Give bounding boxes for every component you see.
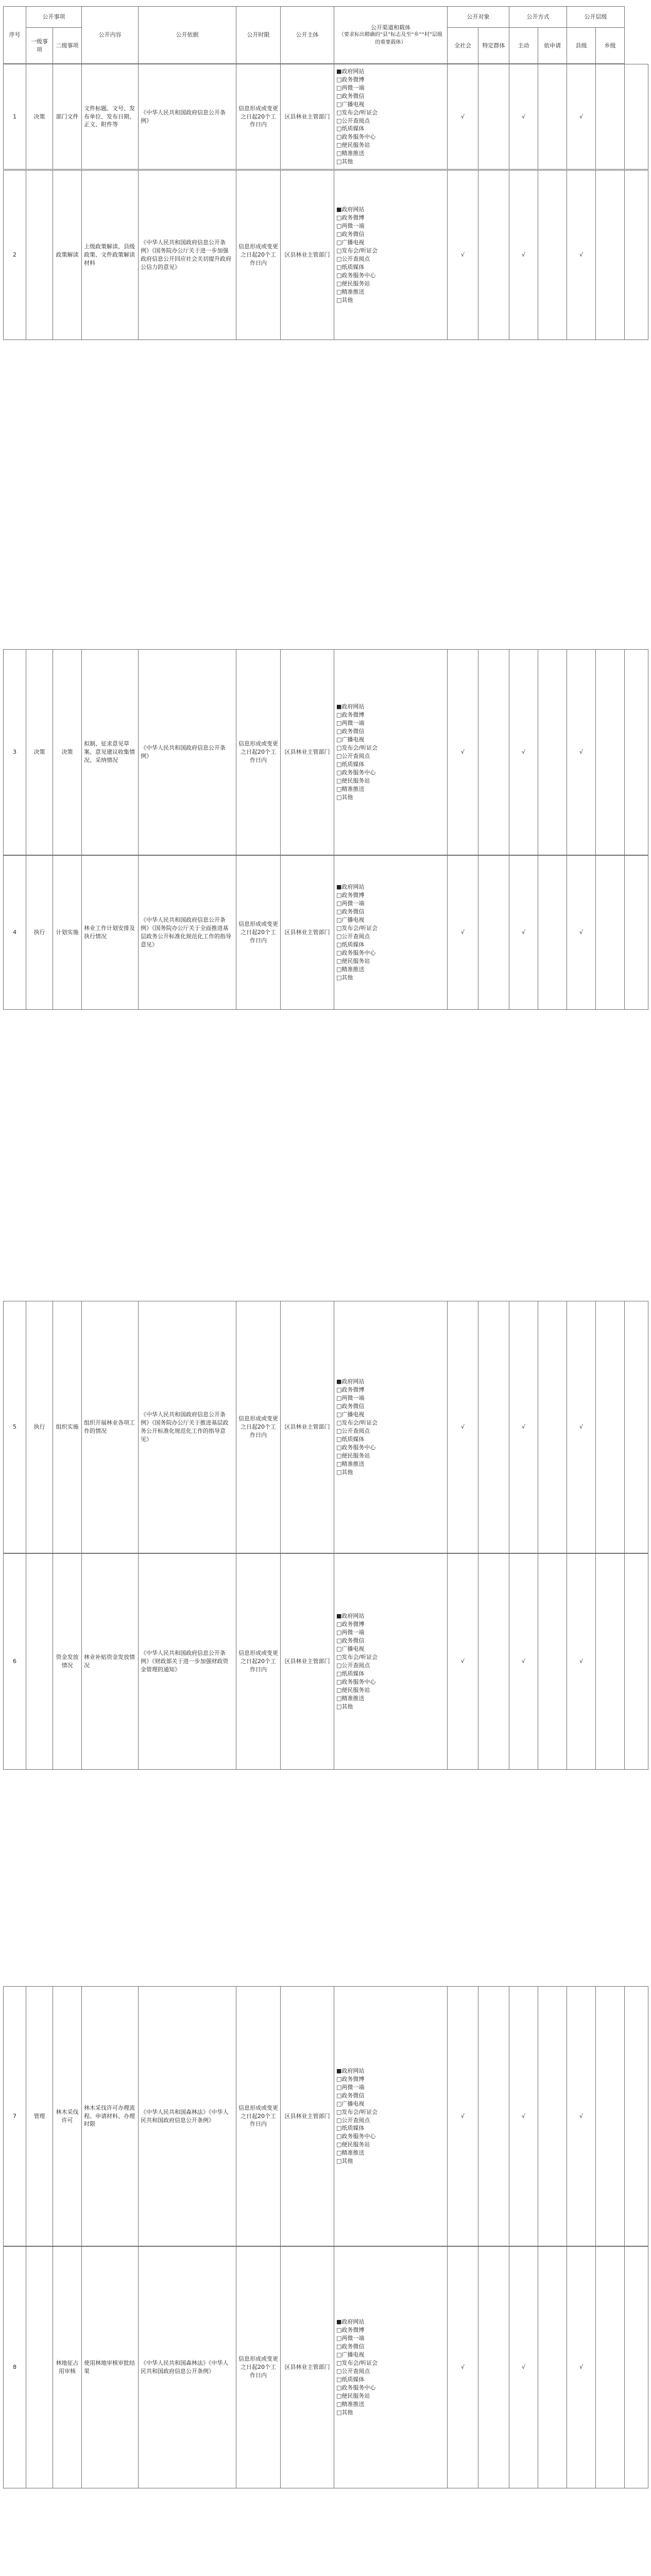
level1-item xyxy=(26,2247,53,2488)
level2-item: 资金发放情况 xyxy=(53,1554,82,1770)
table-row xyxy=(3,2246,648,2488)
channel-cell xyxy=(334,650,448,855)
check-level-county: √ xyxy=(567,1987,596,2246)
channel-option: □广播电视 xyxy=(336,100,365,108)
header-channel-note: （要求标出精确的“县”标志及至“乡”“村”层级的重要载体） xyxy=(338,32,443,45)
check-target-specific xyxy=(478,1554,509,1770)
row-number: 7 xyxy=(4,1987,26,2246)
channel-cell xyxy=(334,64,448,170)
header-level-town: 乡级 xyxy=(596,28,625,64)
check-target-specific xyxy=(478,171,509,340)
channel-option: □政务微信 xyxy=(336,908,365,916)
extra-cell xyxy=(625,1301,648,1553)
channel-option: □政务微信 xyxy=(336,2092,365,2099)
level1-item: 执行 xyxy=(26,856,53,1010)
channel-option: □其他 xyxy=(336,793,353,801)
level1-item xyxy=(26,1554,53,1770)
subject-cell: 区县林业主管部门 xyxy=(281,650,334,855)
header-mode-apply: 依申请 xyxy=(538,28,567,64)
channel-option: ■政府网站 xyxy=(336,1378,365,1385)
channel-option: □精准推送 xyxy=(336,2400,365,2408)
check-target-all: √ xyxy=(448,650,478,855)
subject-cell: 区县林业主管部门 xyxy=(281,856,334,1010)
extra-cell xyxy=(625,64,648,170)
table-header xyxy=(3,6,648,64)
channel-option: □公开查阅点 xyxy=(336,933,370,940)
check-level-county: √ xyxy=(567,1301,596,1553)
channel-option: □政务微博 xyxy=(336,892,365,899)
channel-option: □发布会/听证会 xyxy=(336,1654,378,1661)
level2-item: 计划实施 xyxy=(53,856,82,1010)
check-target-specific xyxy=(478,64,509,170)
channel-cell xyxy=(334,856,448,1010)
channel-cell xyxy=(334,2247,448,2488)
channel-option: □发布会/听证会 xyxy=(336,247,378,255)
header-target-specific: 特定群体 xyxy=(478,28,509,64)
table-row xyxy=(3,1986,648,2246)
channel-option: □纸质媒体 xyxy=(336,2125,365,2132)
channel-option: □两微一端 xyxy=(336,2335,365,2342)
row-number: 2 xyxy=(4,171,26,340)
channel-option: □两微一端 xyxy=(336,84,365,91)
channel-option: □公开查阅点 xyxy=(336,2116,370,2124)
channel-option: □政务微博 xyxy=(336,711,365,719)
check-level-town xyxy=(596,856,625,1010)
channel-option: □两微一端 xyxy=(336,900,365,907)
check-target-all: √ xyxy=(448,171,478,340)
content-cell: 林业补贴资金发放情况 xyxy=(82,1554,139,1770)
basis-cell: 《中华人民共和国政府信息公开条例》《国务院办公厅关于全面推进基层政务公开标准化规范化工作的指导意见》 xyxy=(139,856,236,1010)
content-cell: 林业工作计划安排及执行情况 xyxy=(82,856,139,1010)
check-target-specific xyxy=(478,1301,509,1553)
channel-option: □政务微信 xyxy=(336,728,365,735)
check-mode-apply xyxy=(538,1301,567,1553)
table-row xyxy=(3,170,648,340)
channel-option: □精准推送 xyxy=(336,1460,365,1467)
check-target-all: √ xyxy=(448,1301,478,1553)
check-level-town xyxy=(596,171,625,340)
channel-option: □其他 xyxy=(336,2409,353,2416)
header-level2: 二级事项 xyxy=(53,28,82,64)
check-mode-apply xyxy=(538,856,567,1010)
channel-option: □公开查阅点 xyxy=(336,1428,370,1434)
header-channel-title: 公开渠道和载体 xyxy=(371,24,410,31)
channel-option: □政务服务中心 xyxy=(336,2384,376,2391)
channel-option: □广播电视 xyxy=(336,239,365,246)
check-mode-active: √ xyxy=(509,64,538,170)
subject-cell: 区县林业主管部门 xyxy=(281,1554,334,1770)
channel-option: □公开查阅点 xyxy=(336,753,370,759)
check-level-town xyxy=(596,1987,625,2246)
header-mode-group: 公开方式 xyxy=(509,7,567,28)
row-number: 5 xyxy=(4,1301,26,1553)
header-level1: 一级事项 xyxy=(26,28,53,64)
channel-option: □便民服务站 xyxy=(336,777,370,784)
header-mode-active: 主动 xyxy=(509,28,538,64)
channel-option: □广播电视 xyxy=(336,736,365,743)
time-limit-cell: 信息形成或变更之日起20个工作日内 xyxy=(236,650,281,855)
level1-item: 管理 xyxy=(26,1987,53,2246)
channel-option: □两微一端 xyxy=(336,223,365,230)
level2-item: 部门文件 xyxy=(53,64,82,170)
channel-option: ■政府网站 xyxy=(336,2067,365,2074)
content-cell: 上级政策解读、县级政策、文件政策解读材料 xyxy=(82,171,139,340)
check-mode-active: √ xyxy=(509,1554,538,1770)
level2-item: 政策解读 xyxy=(53,171,82,340)
check-mode-apply xyxy=(538,171,567,340)
basis-cell: 《中华人民共和国政府信息公开条例》 xyxy=(139,650,236,855)
check-target-specific xyxy=(478,650,509,855)
level2-item: 决策 xyxy=(53,650,82,855)
level1-item: 执行 xyxy=(26,1301,53,1553)
content-cell: 文件标题、文号、发布单位、发布日期、正文、附件等 xyxy=(82,64,139,170)
header-no: 序号 xyxy=(4,7,26,64)
channel-option: □政务服务中心 xyxy=(336,272,376,279)
channel-cell xyxy=(334,1554,448,1770)
header-content: 公开内容 xyxy=(82,7,139,64)
header-basis: 公开依据 xyxy=(139,7,236,64)
check-mode-active: √ xyxy=(509,1987,538,2246)
channel-option: □其他 xyxy=(336,974,353,981)
basis-cell: 《中华人民共和国森林法》《中华人民共和国政府信息公开条例》 xyxy=(139,1987,236,2246)
header-channel xyxy=(334,7,448,64)
header-level-group: 公开层级 xyxy=(567,7,625,28)
channel-option: □纸质媒体 xyxy=(336,1670,365,1677)
header-items-group: 公开事项 xyxy=(26,7,82,28)
basis-cell: 《中华人民共和国政府信息公开条例》 xyxy=(139,64,236,170)
content-cell: 拟制、征求意见草案、意见建议收集情况、采纳情况 xyxy=(82,650,139,855)
channel-option: □便民服务站 xyxy=(336,2392,370,2399)
channel-option: ■政府网站 xyxy=(336,703,365,710)
check-target-specific xyxy=(478,1987,509,2246)
channel-cell xyxy=(334,1987,448,2246)
channel-option: □其他 xyxy=(336,2158,353,2165)
channel-option: □政务微博 xyxy=(336,76,365,83)
channel-option: □便民服务站 xyxy=(336,1686,370,1693)
level2-item: 组织实施 xyxy=(53,1301,82,1553)
channel-option: □两微一端 xyxy=(336,720,365,727)
channel-option: □发布会/听证会 xyxy=(336,2360,378,2367)
row-number: 4 xyxy=(4,856,26,1010)
time-limit-cell: 信息形成或变更之日起20个工作日内 xyxy=(236,856,281,1010)
row-number: 6 xyxy=(4,1554,26,1770)
channel-option: □发布会/听证会 xyxy=(336,744,378,752)
channel-option: □政务服务中心 xyxy=(336,1678,376,1685)
extra-cell xyxy=(625,2247,648,2488)
time-limit-cell: 信息形成或变更之日起20个工作日内 xyxy=(236,171,281,340)
header-subject: 公开主体 xyxy=(281,7,334,64)
channel-option: □发布会/听证会 xyxy=(336,925,378,932)
channel-option: ■政府网站 xyxy=(336,884,365,891)
channel-option: □广播电视 xyxy=(336,917,365,924)
row-number: 3 xyxy=(4,650,26,855)
channel-option: □其他 xyxy=(336,1703,353,1710)
channel-option: □政务服务中心 xyxy=(336,2133,376,2140)
header-level-county: 县级 xyxy=(567,28,596,64)
check-mode-apply xyxy=(538,1554,567,1770)
row-number: 8 xyxy=(4,2247,26,2488)
channel-option: ■政府网站 xyxy=(336,2318,365,2326)
channel-option: □广播电视 xyxy=(336,2100,365,2107)
channel-option: □两微一端 xyxy=(336,2083,365,2091)
level2-item: 林木采伐许可 xyxy=(53,1987,82,2246)
time-limit-cell: 信息形成或变更之日起20个工作日内 xyxy=(236,64,281,170)
channel-option: □公开查阅点 xyxy=(336,1662,370,1669)
channel-option: □政务微信 xyxy=(336,92,365,99)
extra-cell xyxy=(625,856,648,1010)
channel-option: □政务服务中心 xyxy=(336,133,376,141)
channel-option: □公开查阅点 xyxy=(336,256,370,262)
channel-option: □精准推送 xyxy=(336,1694,365,1702)
check-mode-apply xyxy=(538,64,567,170)
subject-cell: 区县林业主管部门 xyxy=(281,2247,334,2488)
channel-option: □精准推送 xyxy=(336,150,365,157)
check-target-all: √ xyxy=(448,856,478,1010)
level1-item: 决策 xyxy=(26,64,53,170)
check-target-all: √ xyxy=(448,1554,478,1770)
channel-option: □政务微博 xyxy=(336,1621,365,1628)
channel-option: □政务微信 xyxy=(336,2343,365,2350)
extra-cell xyxy=(625,1554,648,1770)
table-row xyxy=(3,1301,648,1553)
channel-option: □政务微信 xyxy=(336,1637,365,1645)
subject-cell: 区县林业主管部门 xyxy=(281,1987,334,2246)
channel-option: □两微一端 xyxy=(336,1629,365,1636)
channel-option: □两微一端 xyxy=(336,1395,365,1402)
level1-item: 决策 xyxy=(26,650,53,855)
basis-cell: 《中华人民共和国政府信息公开条例》《国务院办公厅关于进一步加强政府信息公开回应社会关切提升政府公信力的意见》 xyxy=(139,171,236,340)
channel-option: □政务微博 xyxy=(336,2327,365,2334)
check-level-town xyxy=(596,1301,625,1553)
channel-option: □便民服务站 xyxy=(336,1452,370,1459)
extra-cell xyxy=(625,171,648,340)
check-level-town xyxy=(596,64,625,170)
check-mode-active: √ xyxy=(509,1301,538,1553)
channel-option: □便民服务站 xyxy=(336,280,370,287)
channel-option: □政务服务中心 xyxy=(336,769,376,776)
channel-option: □广播电视 xyxy=(336,1411,365,1418)
basis-cell: 《中华人民共和国政府信息公开条例》《国务院办公厅关于推进基层政务公开标准化规范化工作的指导意见》 xyxy=(139,1301,236,1553)
level1-item xyxy=(26,171,53,340)
subject-cell: 区县林业主管部门 xyxy=(281,64,334,170)
check-mode-apply xyxy=(538,2247,567,2488)
channel-option: □精准推送 xyxy=(336,288,365,295)
header-target-all: 全社会 xyxy=(448,28,478,64)
channel-option: □精准推送 xyxy=(336,785,365,792)
table-row xyxy=(3,64,648,170)
check-mode-active: √ xyxy=(509,2247,538,2488)
channel-option: □政务微博 xyxy=(336,1386,365,1394)
check-level-county: √ xyxy=(567,2247,596,2488)
channel-option: □政务微博 xyxy=(336,2075,365,2082)
basis-cell: 《中华人民共和国森林法》《中华人民共和国政府信息公开条例》 xyxy=(139,2247,236,2488)
channel-option: □广播电视 xyxy=(336,2351,365,2359)
check-level-town xyxy=(596,1554,625,1770)
time-limit-cell: 信息形成或变更之日起20个工作日内 xyxy=(236,1554,281,1770)
table-row xyxy=(3,855,648,1010)
channel-option: □精准推送 xyxy=(336,2149,365,2157)
channel-option: □便民服务站 xyxy=(336,142,370,149)
check-level-town xyxy=(596,650,625,855)
channel-option: □便民服务站 xyxy=(336,957,370,964)
check-level-county: √ xyxy=(567,1554,596,1770)
row-number: 1 xyxy=(4,64,26,170)
channel-option: □公开查阅点 xyxy=(336,2368,370,2375)
level2-item: 林地征占用审核 xyxy=(53,2247,82,2488)
header-time-limit: 公开时限 xyxy=(236,7,281,64)
channel-option: ■政府网站 xyxy=(336,206,365,213)
channel-option: □政务微博 xyxy=(336,214,365,222)
check-target-all: √ xyxy=(448,64,478,170)
time-limit-cell: 信息形成或变更之日起20个工作日内 xyxy=(236,2247,281,2488)
channel-option: □纸质媒体 xyxy=(336,941,365,948)
channel-option: □其他 xyxy=(336,158,353,165)
channel-option: □公开查阅点 xyxy=(336,117,370,124)
channel-option: □精准推送 xyxy=(336,965,365,973)
channel-cell xyxy=(334,171,448,340)
channel-option: □纸质媒体 xyxy=(336,1435,365,1443)
content-cell: 林木采伐许可办理流程、申请材料、办理时限 xyxy=(82,1987,139,2246)
channel-option: □其他 xyxy=(336,1468,353,1476)
table-row xyxy=(3,1553,648,1770)
channel-option: □政务微信 xyxy=(336,231,365,238)
subject-cell: 区县林业主管部门 xyxy=(281,171,334,340)
check-target-specific xyxy=(478,856,509,1010)
extra-cell xyxy=(625,1987,648,2246)
check-target-all: √ xyxy=(448,2247,478,2488)
channel-option: ■政府网站 xyxy=(336,67,365,75)
channel-option: □纸质媒体 xyxy=(336,2376,365,2383)
check-mode-active: √ xyxy=(509,171,538,340)
channel-option: □发布会/听证会 xyxy=(336,109,378,116)
channel-option: □其他 xyxy=(336,296,353,303)
channel-option: ■政府网站 xyxy=(336,1613,365,1620)
subject-cell: 区县林业主管部门 xyxy=(281,1301,334,1553)
check-mode-apply xyxy=(538,1987,567,2246)
check-level-county: √ xyxy=(567,171,596,340)
channel-option: □政务服务中心 xyxy=(336,949,376,956)
channel-option: □便民服务站 xyxy=(336,2141,370,2148)
check-target-specific xyxy=(478,2247,509,2488)
check-level-county: √ xyxy=(567,64,596,170)
check-level-town xyxy=(596,2247,625,2488)
check-level-county: √ xyxy=(567,856,596,1010)
time-limit-cell: 信息形成或变更之日起20个工作日内 xyxy=(236,1301,281,1553)
check-mode-apply xyxy=(538,650,567,855)
check-mode-active: √ xyxy=(509,650,538,855)
channel-cell xyxy=(334,1301,448,1553)
channel-option: □发布会/听证会 xyxy=(336,1419,378,1427)
check-level-county: √ xyxy=(567,650,596,855)
basis-cell: 《中华人民共和国政府信息公开条例》《财政部关于进一步加强财政资金管理的通知》 xyxy=(139,1554,236,1770)
check-mode-active: √ xyxy=(509,856,538,1010)
channel-option: □政务服务中心 xyxy=(336,1444,376,1451)
table-row xyxy=(3,649,648,855)
channel-option: □纸质媒体 xyxy=(336,760,365,768)
extra-cell xyxy=(625,650,648,855)
channel-option: □发布会/听证会 xyxy=(336,2108,378,2115)
channel-option: □纸质媒体 xyxy=(336,125,365,132)
time-limit-cell: 信息形成或变更之日起20个工作日内 xyxy=(236,1987,281,2246)
content-cell: 组织开展林业各项工作的情况 xyxy=(82,1301,139,1553)
channel-option: □政务微信 xyxy=(336,1403,365,1410)
header-target-group: 公开对象 xyxy=(448,7,509,28)
check-target-all: √ xyxy=(448,1987,478,2246)
content-cell: 使用林地审核审批结果 xyxy=(82,2247,139,2488)
channel-option: □纸质媒体 xyxy=(336,263,365,270)
channel-option: □广播电视 xyxy=(336,1646,365,1653)
